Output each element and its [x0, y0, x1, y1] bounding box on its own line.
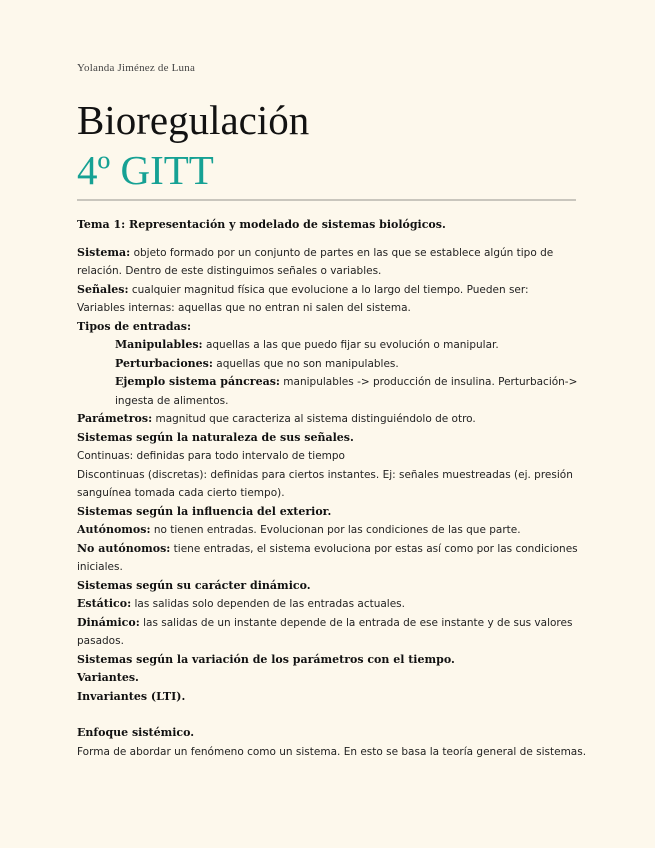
sistema-term: Sistema:	[77, 245, 131, 259]
no-autonomos-line-2: iniciales.	[77, 561, 123, 573]
ejemplo-text: manipulables -> producción de insulina. Perturbación->	[279, 376, 578, 388]
senales-line-2: Variables internas: aquellas que no entran ni salen del sistema.	[77, 302, 411, 314]
perturbaciones-term: Perturbaciones:	[115, 356, 213, 370]
naturaleza-heading-text: Sistemas según la naturaleza de sus señales.	[77, 430, 354, 444]
estatico-text: las salidas solo dependen de las entradas actuales.	[131, 598, 405, 610]
document-title: Bioregulación	[77, 97, 310, 143]
perturbaciones-text: aquellas que no son manipulables.	[212, 357, 399, 370]
dinamico-line-2: pasados.	[77, 635, 124, 647]
parametros-term: Parámetros:	[77, 412, 153, 425]
sistema-line-2: relación. Dentro de este distinguimos señales o variables.	[77, 265, 382, 277]
senales-term: Señales:	[77, 282, 129, 296]
variantes-line	[77, 669, 577, 688]
no-autonomos-term: No autónomos:	[77, 541, 171, 555]
tipos-entradas-text: Tipos de entradas:	[77, 319, 192, 333]
autonomos-term: Autónomos:	[77, 523, 151, 536]
ejemplo-item	[77, 373, 577, 392]
document-body	[77, 216, 587, 761]
estatico-line	[77, 595, 577, 614]
sistema-line-1	[77, 244, 577, 263]
manipulables-term: Manipulables:	[115, 338, 203, 351]
dinamico-heading	[77, 577, 577, 596]
enfoque-text: Forma de abordar un fenómeno como un sistema. En esto se basa la teoría general de sistemas.	[77, 745, 587, 758]
ejemplo-item-line-2: ingesta de alimentos.	[115, 394, 229, 407]
parametros-line	[77, 410, 577, 429]
invariantes-text: Invariantes (LTI).	[77, 689, 186, 703]
author-name: Yolanda Jiménez de Luna	[77, 62, 196, 74]
tipos-entradas-heading	[77, 318, 577, 337]
invariantes-line	[77, 688, 577, 707]
no-autonomos-text: tiene entradas, el sistema evoluciona por estas así como por las condiciones	[170, 542, 578, 555]
discontinuas-line-1: Discontinuas (discretas): definidas para ciertos instantes. Ej: señales muestreadas (ej. presión	[77, 468, 573, 481]
perturbaciones-item	[77, 355, 577, 374]
header-divider	[77, 199, 576, 201]
sistema-text: objeto formado por un conjunto de partes en las que se establece algún tipo de	[130, 246, 554, 259]
influencia-heading	[77, 503, 577, 522]
no-autonomos-line-1	[77, 540, 577, 559]
ejemplo-term: Ejemplo sistema páncreas:	[115, 375, 280, 388]
enfoque-heading	[77, 724, 577, 743]
senales-text: cualquier magnitud física que evolucione a lo largo del tiempo. Pueden ser:	[128, 283, 529, 296]
variantes-text: Variantes.	[77, 671, 139, 684]
estatico-term: Estático:	[77, 597, 132, 610]
manipulables-item	[77, 336, 577, 355]
dinamico-line-1	[77, 614, 577, 633]
enfoque-heading-text: Enfoque sistémico.	[77, 726, 195, 739]
naturaleza-heading	[77, 429, 577, 448]
variacion-heading-text: Sistemas según la variación de los parámetros con el tiempo.	[77, 652, 455, 666]
influencia-heading-text: Sistemas según la influencia del exterior.	[77, 504, 332, 518]
dinamico-term: Dinámico:	[77, 615, 140, 629]
dinamico-heading-text: Sistemas según su carácter dinámico.	[77, 578, 311, 592]
topic-text: Tema 1: Representación y modelado de sistemas biológicos.	[77, 218, 446, 231]
document-subtitle: 4º GITT	[77, 147, 214, 193]
parametros-text: magnitud que caracteriza al sistema distinguiéndolo de otro.	[152, 413, 476, 425]
autonomos-text: no tienen entradas. Evolucionan por las condiciones de las que parte.	[150, 524, 521, 536]
topic-heading	[77, 216, 577, 235]
dinamico-text: las salidas de un instante depende de la entrada de ese instante y de sus valores	[139, 616, 573, 629]
discontinuas-line-2: sanguínea tomada cada cierto tiempo).	[77, 487, 285, 499]
variacion-heading	[77, 651, 577, 670]
senales-line-1	[77, 281, 577, 300]
continuas-line: Continuas: definidas para todo intervalo de tiempo	[77, 450, 345, 462]
manipulables-text: aquellas a las que puedo fijar su evolución o manipular.	[202, 339, 499, 351]
autonomos-line	[77, 521, 577, 540]
